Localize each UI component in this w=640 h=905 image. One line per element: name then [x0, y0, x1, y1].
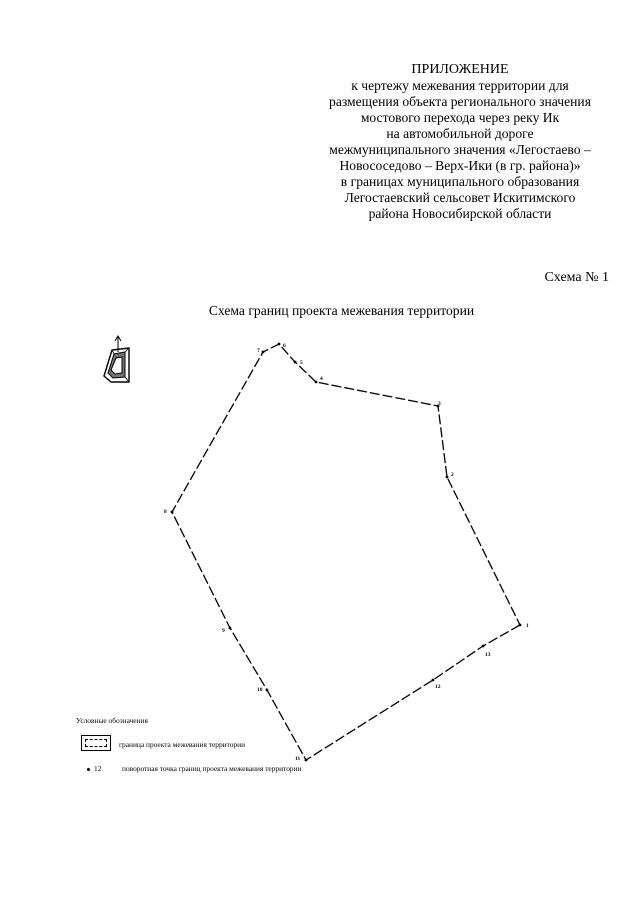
appendix-line: межмуниципального значения «Легостаево –: [329, 142, 591, 157]
territory-boundary: [172, 344, 520, 760]
boundary-line-symbol: [81, 735, 111, 751]
turning-point-label: 13: [485, 652, 491, 658]
appendix-heading: ПРИЛОЖЕНИЕ: [411, 62, 509, 77]
turning-point-label: 8: [164, 509, 167, 515]
turning-point: [278, 343, 281, 346]
legend-point-row: [76, 760, 376, 780]
scheme-title: Схема границ проекта межевания территории: [208, 303, 475, 318]
legend-boundary-text: граница проекта межевания территории: [119, 740, 246, 749]
turning-point-label: 6: [283, 343, 286, 349]
appendix-line: района Новосибирской области: [368, 206, 552, 221]
turning-point: [482, 645, 485, 648]
turning-point: [229, 627, 232, 630]
turning-point-label: 4: [320, 376, 323, 382]
turning-point: [432, 679, 435, 682]
appendix-line: мостового перехода через реку Ик: [360, 110, 560, 125]
appendix-line: Легостаевский сельсовет Искитимского: [344, 190, 576, 205]
turning-point: [446, 476, 449, 479]
turning-point: [262, 351, 265, 354]
turning-point: [171, 511, 174, 514]
turning-point-symbol: [87, 764, 117, 774]
turning-point: [519, 624, 522, 627]
turning-point-label: 10: [257, 687, 263, 693]
north-arrow-icon: [104, 336, 129, 382]
turning-point-label: 5: [300, 360, 303, 366]
turning-point-label: 9: [222, 628, 225, 634]
legend-boundary-row: [76, 735, 376, 755]
point-dot-icon: [87, 768, 90, 771]
turning-point: [266, 689, 269, 692]
boundary-points: [164, 343, 529, 762]
turning-point-label: 7: [257, 348, 260, 354]
appendix-line: к чертежу межевания территории для: [351, 78, 569, 93]
legend-title: Условные обозначения: [76, 716, 148, 725]
turning-point-label: 2: [451, 472, 454, 478]
legend-point-text: поворотная точка границ проекта межевания территории: [122, 764, 302, 773]
point-sample-label: 12: [94, 764, 102, 773]
appendix-line: в границах муниципального образования: [340, 174, 580, 189]
appendix-line: Новососедово – Верх-Ики (в гр. района)»: [339, 158, 581, 173]
appendix-line: на автомобильной дороге: [386, 126, 534, 141]
appendix-line: размещения объекта регионального значения: [329, 94, 591, 109]
scheme-number: Схема № 1: [544, 270, 609, 285]
turning-point-label: 11: [295, 756, 301, 762]
turning-point: [315, 381, 318, 384]
turning-point-label: 1: [526, 623, 529, 629]
turning-point-label: 12: [435, 684, 441, 690]
turning-point-label: 3: [438, 401, 441, 407]
turning-point: [294, 361, 297, 364]
